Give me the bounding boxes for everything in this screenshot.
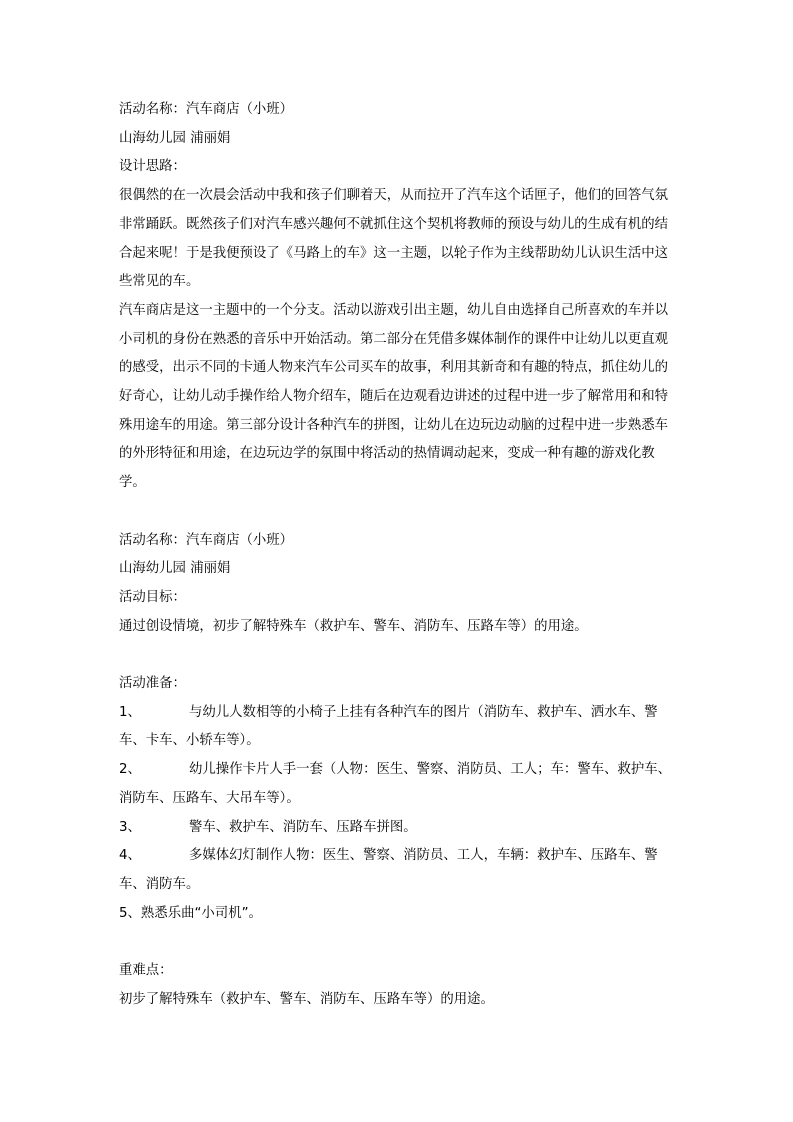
prep-item-number: 1、 — [119, 704, 141, 720]
prep-item-number: 4、 — [119, 848, 141, 864]
document-body — [119, 96, 679, 1014]
goal-heading: 活动目标： — [119, 589, 186, 605]
prep-item-text: 与幼儿人数相等的小椅子上挂有各种汽车的图片（消防车、救护车、洒水车、警车、卡车、小轿车等）。 — [119, 704, 658, 749]
blank-line — [119, 498, 679, 527]
prep-heading: 活动准备： — [119, 676, 186, 692]
prep-item-5: 5、熟悉乐曲“小司机”。 — [119, 905, 262, 921]
prep-item-4 — [119, 842, 679, 899]
design-paragraph-2: 汽车商店是这一主题中的一个分支。活动以游戏引出主题，幼儿自由选择自己所喜欢的车并以小司机的身份在熟悉的音乐中开始活动。第二部分在凭借多媒体制作的课件中让幼儿以更直观的感受，出示不同的卡通人物来汽车公司买车的故事，利用其新奇和有趣的特点，抓住幼儿的好奇心，让幼儿动手操作给人物介绍车，随后在边观看边讲述的过程中进一步了解常用和和特殊用途车的用途。第三部分设计各种汽车的拼图，让幼儿在边玩边动脑的过程中进一步熟悉车的外形特征和用途，在边玩边学的氛围中将活动的热情调动起来，变成一种有趣的游戏化教学。 — [119, 302, 669, 491]
goal-text: 通过创设情境，初步了解特殊车（救护车、警车、消防车、压路车等）的用途。 — [119, 618, 588, 634]
prep-item-2 — [119, 756, 679, 813]
prep-item-text: 多媒体幻灯制作人物：医生、警察、消防员、工人，车辆：救护车、压路车、警车、消防车。 — [119, 848, 658, 892]
blank-line — [119, 928, 679, 957]
design-heading: 设计思路： — [119, 159, 186, 175]
prep-item-text: 警车、救护车、消防车、压路车拼图。 — [189, 819, 417, 835]
prep-item-text: 幼儿操作卡片人手一套（人物：医生、警察、消防员、工人；车：警车、救护车、消防车、压路车、大吊车等）。 — [119, 762, 672, 806]
difficulty-heading: 重难点： — [119, 963, 173, 979]
prep-item-3 — [119, 814, 679, 843]
author-1: 山海幼儿园 浦丽娟 — [119, 130, 231, 146]
author-2: 山海幼儿园 浦丽娟 — [119, 561, 231, 577]
activity-name-1: 活动名称：汽车商店（小班） — [119, 102, 294, 117]
prep-item-1 — [119, 699, 679, 756]
prep-item-number: 3、 — [119, 819, 141, 835]
prep-item-number: 2、 — [119, 762, 141, 778]
design-paragraph-1: 很偶然的在一次晨会活动中我和孩子们聊着天，从而拉开了汽车这个话匣子，他们的回答气氛非常踊跃。既然孩子们对汽车感兴趣何不就抓住这个契机将教师的预设与幼儿的生成有机的结合起来呢！于是我便预设了《马路上的车》这一主题，以轮子作为主线帮助幼儿认识生活中这些常见的车。 — [119, 188, 669, 290]
difficulty-text: 初步了解特殊车（救护车、警车、消防车、压路车等）的用途。 — [119, 991, 494, 1007]
blank-line — [119, 641, 679, 670]
activity-name-2: 活动名称：汽车商店（小班） — [119, 532, 294, 548]
